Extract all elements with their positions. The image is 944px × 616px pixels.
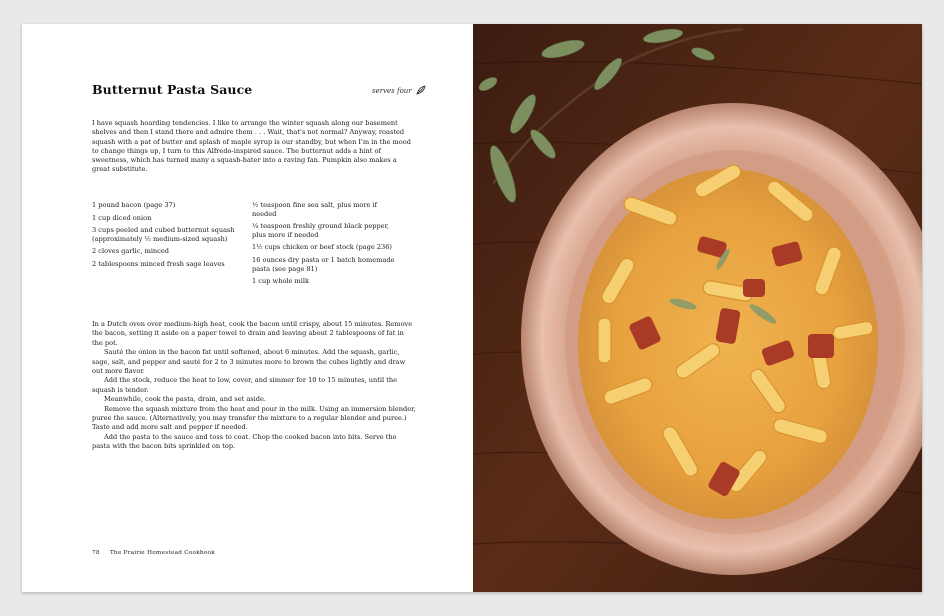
ingredients-left xyxy=(92,201,237,273)
serves-label: serves four xyxy=(372,87,412,95)
step-paragraph: Add the pasta to the sauce and toss to coat. Chop the cooked bacon into bits. Serve the pasta with the bacon bits sprinkled on top. xyxy=(92,432,397,451)
ingredient-item: 1 pound bacon (page 37) xyxy=(92,201,176,209)
step-paragraph: Remove the squash mixture from the heat and pour in the milk. Using an immersion blender, puree the sauce. (Alternatively, you may transfer the mixture to a regular blender and puree.) Taste and add more salt and pepper if needed. xyxy=(92,404,416,432)
leaf-ornament-icon xyxy=(415,84,427,96)
ingredient-item: 1½ cups chicken or beef stock (page 236) xyxy=(252,243,392,252)
pasta-photo xyxy=(473,24,922,592)
ingredient-item: 16 ounces dry pasta or 1 batch homemade pasta (see page 81) xyxy=(252,255,395,273)
ingredient-item: ¼ teaspoon freshly ground black pepper, plus more if needed xyxy=(252,222,390,239)
right-page-photo xyxy=(473,24,922,592)
book-title: The Prairie Homestead Cookbook xyxy=(109,550,215,556)
step-paragraph: Add the stock, reduce the heat to low, cover, and simmer for 10 to 15 minutes, until the squash is tender. xyxy=(92,376,397,394)
step-paragraph: Meanwhile, cook the pasta, drain, and set aside. xyxy=(104,395,266,404)
ingredient-item: 1 cup whole milk xyxy=(252,277,309,286)
recipe-title: Butternut Pasta Sauce xyxy=(92,82,253,97)
recipe-steps xyxy=(92,320,416,452)
left-page xyxy=(22,24,473,592)
recipe-intro: I have squash hoarding tendencies. I like to arrange the winter squash along our basement shelves and then I stand there and admire them . . . Wait, that's not normal? Anyway, roasted squash with a pat of butter and splash of maple syrup is our standby, but when I'm in the mood to change things up, I turn to this Alfredo-inspired sauce. The butternut adds a hint of sweetness, which has turned many a squash-hater into a raving fan. Pumpkin also makes a great substitute. xyxy=(92,119,411,174)
ingredients-right xyxy=(252,201,402,290)
ingredient-item: 2 tablespoons minced fresh sage leaves xyxy=(92,259,225,268)
ingredient-item: 1 cup diced onion xyxy=(92,213,152,222)
page-number: 78 xyxy=(92,550,100,556)
page-footer xyxy=(92,550,215,556)
book-spread xyxy=(22,24,922,592)
step-paragraph: Sauté the onion in the bacon fat until softened, about 6 minutes. Add the squash, garlic, sage, salt, and pepper and sauté for 2 to 3 minutes more to brown the cubes lightly and draw out more flavor. xyxy=(92,348,406,376)
ingredient-item: ½ teaspoon fine sea salt, plus more if needed xyxy=(252,201,378,218)
step-paragraph: In a Dutch oven over medium-high heat, cook the bacon until crispy, about 15 minutes. Remove the bacon, setting it aside on a paper towel to drain and leaving about 2 tablespoons of fat in the pot. xyxy=(92,320,413,347)
ingredient-item: 2 cloves garlic, minced xyxy=(92,247,170,256)
ingredient-item: 3 cups peeled and cubed butternut squash (approximately ½ medium-sized squash) xyxy=(92,226,235,243)
